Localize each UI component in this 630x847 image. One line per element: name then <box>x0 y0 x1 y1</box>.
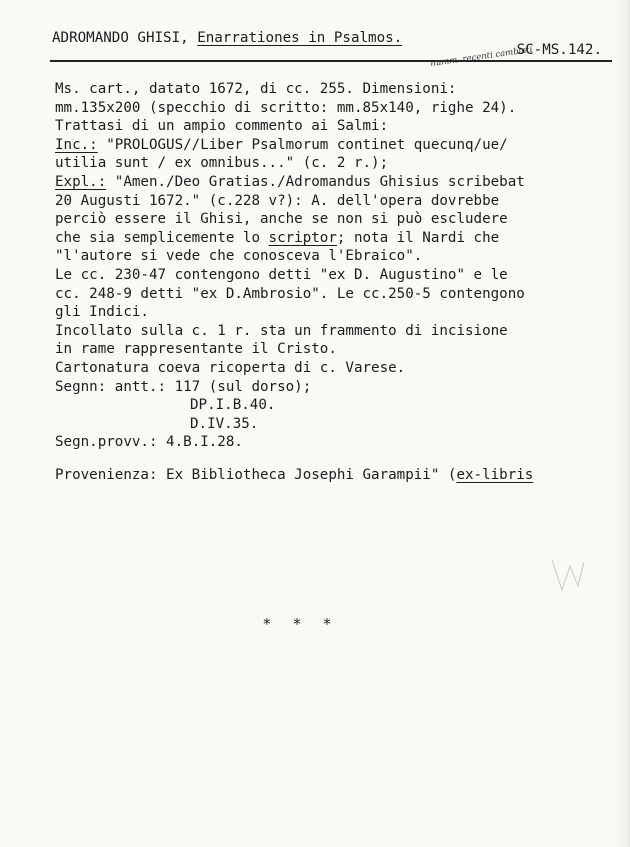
line-12: cc. 248-9 detti "ex D.Ambrosio". Le cc.250-5 contengono <box>55 285 525 302</box>
spacer <box>55 452 615 466</box>
line-9 <box>55 229 615 248</box>
author-name: ADROMANDO GHISI, <box>52 30 189 46</box>
line-20: Segn.provv.: 4.B.I.28. <box>55 434 243 451</box>
line-9-b: ; nota il Nardi che <box>336 229 500 246</box>
line-15: in rame rappresentante il Cristo. <box>55 341 337 358</box>
line-6 <box>55 173 615 192</box>
incipit-label: Inc.: <box>55 136 98 153</box>
description-body <box>55 80 615 484</box>
line-10: "l'autore si vede che conosceva l'Ebraico". <box>55 248 423 265</box>
scriptor-word: scriptor <box>268 229 337 246</box>
end-marker: * * * <box>262 615 338 633</box>
line-3: Trattasi di un ampio commento ai Salmi: <box>55 118 389 135</box>
author-title-line <box>52 30 402 46</box>
line-13: gli Indici. <box>55 304 149 321</box>
header-rule <box>50 60 612 62</box>
line-17: Segnn: antt.: 117 (sul dorso); <box>55 378 312 395</box>
shelfmark: SC-MS.142. <box>516 42 602 58</box>
line-19: D.IV.35. <box>190 415 259 432</box>
explicit-label: Expl.: <box>55 173 107 190</box>
provenance-text: Provenienza: Ex Bibliotheca Josephi Garampii" ( <box>55 466 457 483</box>
line-14: Incollato sulla c. 1 r. sta un frammento di incisione <box>55 322 508 339</box>
line-18: DP.I.B.40. <box>190 397 276 414</box>
explicit-text: "Amen./Deo Gratias./Adromandus Ghisius scribebat <box>106 173 525 190</box>
incipit-text: "PROLOGUS//Liber Psalmorum continet quecunq/ue/ <box>97 136 508 153</box>
work-title: Enarrationes in Psalmos. <box>197 30 403 46</box>
pencil-scribble-icon <box>548 556 588 596</box>
provenance-line <box>55 466 615 485</box>
line-2: mm.135x200 (specchio di scritto: mm.85x140, righe 24). <box>55 99 517 116</box>
line-16: Cartonatura coeva ricoperta di c. Varese. <box>55 359 406 376</box>
line-8: perciò essere il Ghisi, anche se non si può escludere <box>55 211 508 228</box>
page-edge <box>615 0 629 847</box>
line-7: 20 Augusti 1672." (c.228 v?): A. dell'opera dovrebbe <box>55 192 500 209</box>
line-5: utilia sunt / ex omnibus..." (c. 2 r.); <box>55 155 389 172</box>
handwritten-note: numm. recenti cambiati <box>429 44 534 70</box>
ex-libris-word: ex-libris <box>456 466 534 483</box>
line-9-a: che sia semplicemente lo <box>55 229 269 246</box>
line-4 <box>55 136 615 155</box>
line-1: Ms. cart., datato 1672, di cc. 255. Dimensioni: <box>55 81 457 97</box>
line-11: Le cc. 230-47 contengono detti "ex D. Augustino" e le <box>55 266 508 283</box>
